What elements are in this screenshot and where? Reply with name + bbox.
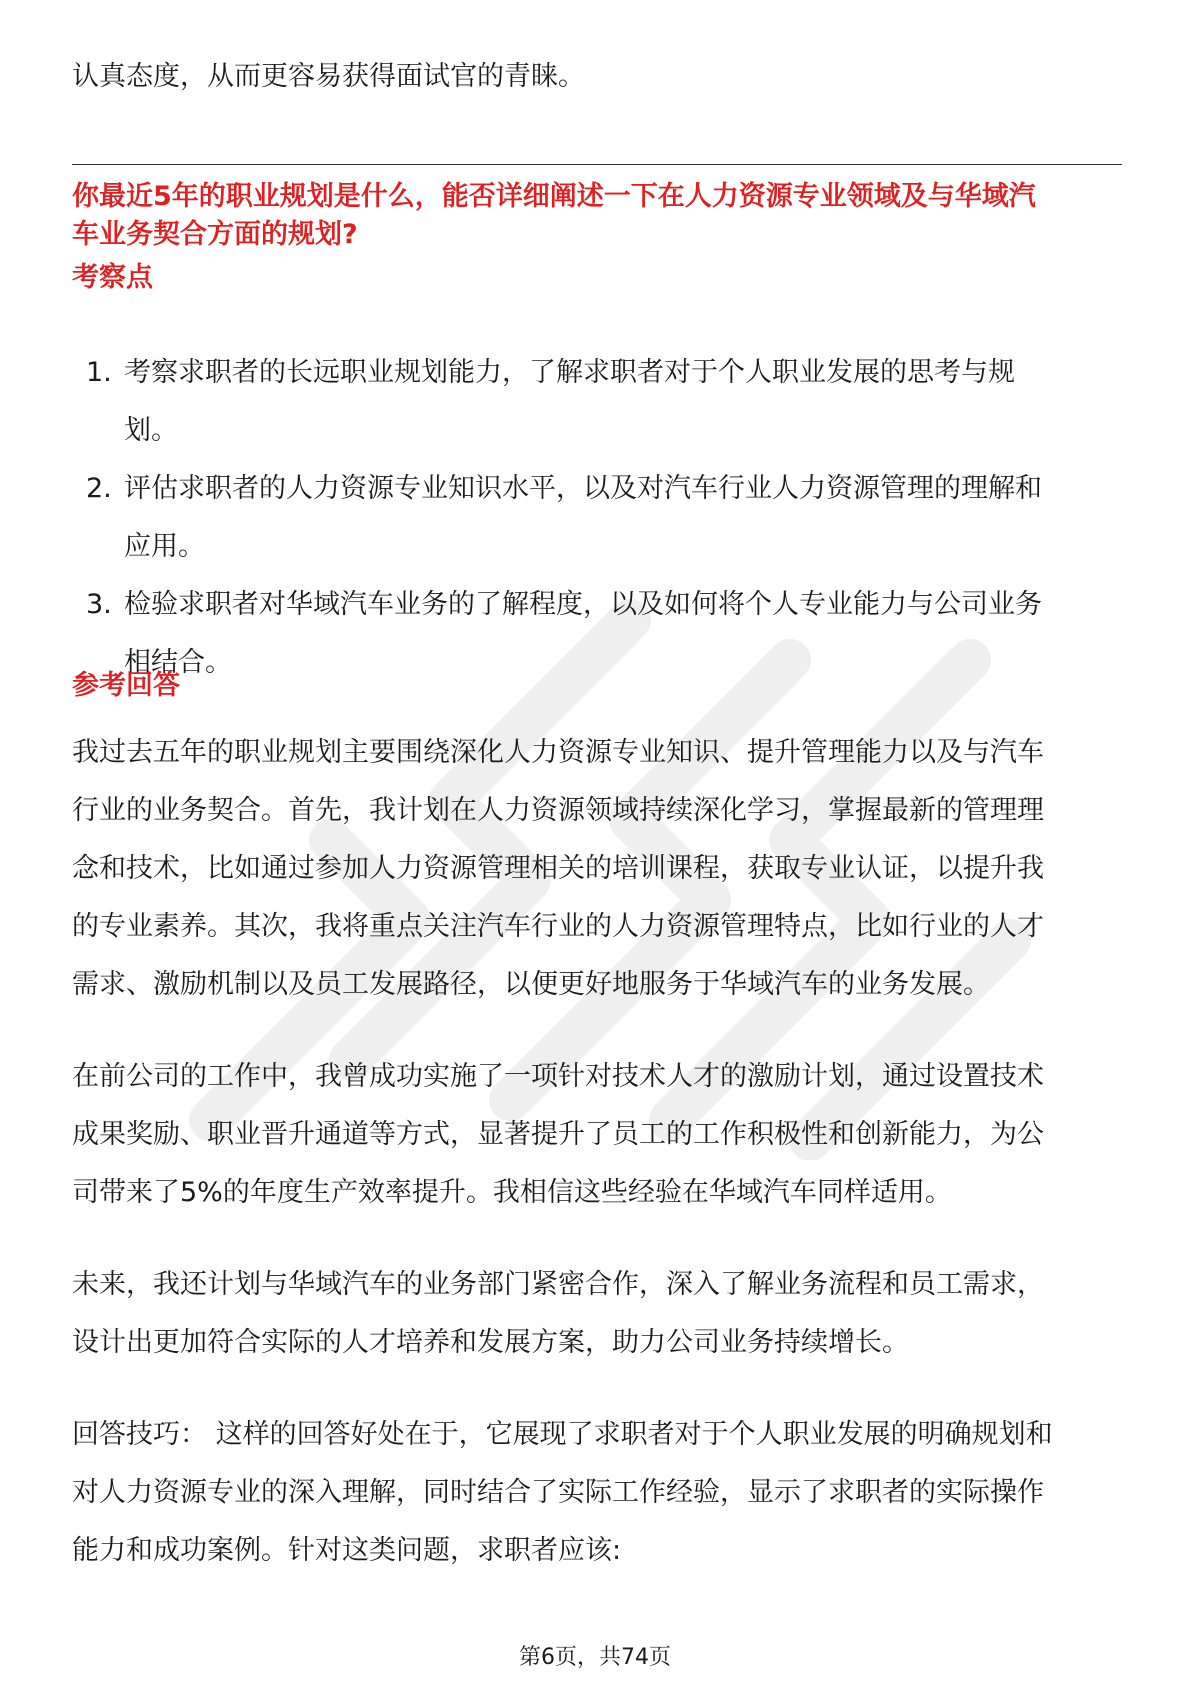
list-item-number: 1. xyxy=(86,357,112,388)
answer-paragraph xyxy=(72,1256,1122,1372)
answer-tips-paragraph xyxy=(72,1406,1122,1580)
paragraph-line: 司带来了5%的年度生产效率提升。我相信这些经验在华域汽车同样适用。 xyxy=(72,1177,952,1208)
paragraph-line: 设计出更加符合实际的人才培养和发展方案，助力公司业务持续增长。 xyxy=(72,1327,909,1358)
paragraph-line: 念和技术，比如通过参加人力资源管理相关的培训课程，获取专业认证，以提升我 xyxy=(72,853,1044,884)
paragraph-line: 对人力资源专业的深入理解，同时结合了实际工作经验，显示了求职者的实际操作 xyxy=(72,1477,1044,1508)
list-item-number: 3. xyxy=(86,589,112,620)
paragraph-line: 能力和成功案例。针对这类问题，求职者应该: xyxy=(72,1535,622,1566)
paragraph-line: 需求、激励机制以及员工发展路径，以便更好地服务于华域汽车的业务发展。 xyxy=(72,969,990,1000)
list-item-number: 2. xyxy=(86,473,112,504)
examine-points-heading: 考察点 xyxy=(72,262,153,293)
list-item-line: 应用。 xyxy=(124,531,205,562)
list-item xyxy=(72,460,1122,576)
list-item-line: 检验求职者对华域汽车业务的了解程度，以及如何将个人专业能力与公司业务 xyxy=(124,589,1042,620)
list-item-line: 评估求职者的人力资源专业知识水平，以及对汽车行业人力资源管理的理解和 xyxy=(124,473,1042,504)
section-divider xyxy=(72,164,1122,165)
page-number-footer: 第6页，共74页 xyxy=(519,1645,671,1670)
interview-question xyxy=(72,178,1122,254)
list-item-line: 相结合。 xyxy=(124,647,232,678)
paragraph-line: 在前公司的工作中，我曾成功实施了一项针对技术人才的激励计划，通过设置技术 xyxy=(72,1061,1044,1092)
list-item xyxy=(72,576,1122,692)
list-item-line: 考察求职者的长远职业规划能力，了解求职者对于个人职业发展的思考与规 xyxy=(124,357,1015,388)
question-line: 车业务契合方面的规划? xyxy=(72,219,358,250)
paragraph-line: 回答技巧： 这样的回答好处在于，它展现了求职者对于个人职业发展的明确规划和 xyxy=(72,1419,1053,1450)
reference-answer-heading: 参考回答 xyxy=(72,670,180,701)
examine-points-list xyxy=(72,344,1122,692)
list-item-line: 划。 xyxy=(124,415,178,446)
paragraph-line: 未来，我还计划与华域汽车的业务部门紧密合作，深入了解业务流程和员工需求， xyxy=(72,1269,1044,1300)
paragraph-line: 行业的业务契合。首先，我计划在人力资源领域持续深化学习，掌握最新的管理理 xyxy=(72,795,1044,826)
previous-answer-continuation: 认真态度，从而更容易获得面试官的青睐。 xyxy=(72,61,585,92)
paragraph-line: 的专业素养。其次，我将重点关注汽车行业的人力资源管理特点，比如行业的人才 xyxy=(72,911,1044,942)
paragraph-line: 我过去五年的职业规划主要围绕深化人力资源专业知识、提升管理能力以及与汽车 xyxy=(72,737,1044,768)
answer-paragraph xyxy=(72,724,1122,1014)
list-item xyxy=(72,344,1122,460)
answer-paragraph xyxy=(72,1048,1122,1222)
paragraph-line: 成果奖励、职业晋升通道等方式，显著提升了员工的工作积极性和创新能力，为公 xyxy=(72,1119,1044,1150)
question-line: 你最近5年的职业规划是什么，能否详细阐述一下在人力资源专业领域及与华域汽 xyxy=(72,181,1036,212)
